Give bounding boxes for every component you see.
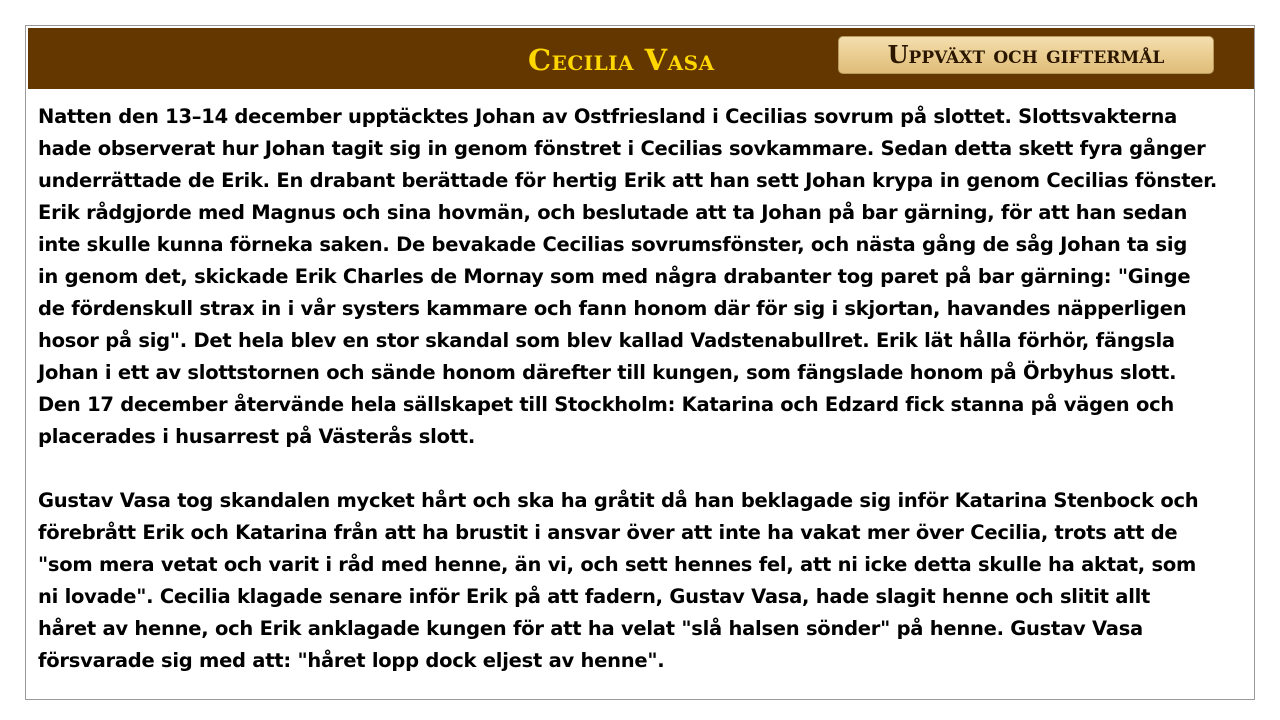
text-line: Johan i ett av slottstornen och sände honom därefter till kungen, som fängslade honom på Örbyhus slott.	[38, 361, 1177, 384]
text-line: Gustav Vasa tog skandalen mycket hårt och ska ha gråtit då han beklagade sig inför Katarina Stenbock och	[38, 489, 1199, 512]
text-line: hosor på sig". Det hela blev en stor skandal som blev kallad Vadstenabullret. Erik lät hålla förhör, fängsla	[38, 329, 1175, 352]
text-line: försvarade sig med att: "håret lopp dock eljest av henne".	[38, 649, 665, 672]
section-tag: Uppväxt och giftermål	[838, 36, 1214, 74]
text-line: in genom det, skickade Erik Charles de Mornay som med några drabanter tog paret på bar gärning: "Ginge	[38, 265, 1191, 288]
text-line: "som mera vetat och varit i råd med henne, än vi, och sett hennes fel, att ni icke detta skulle ha aktat, som	[38, 553, 1197, 576]
paragraph-1	[38, 101, 1250, 453]
text-line: Natten den 13–14 december upptäcktes Johan av Ostfriesland i Cecilias sovrum på slottet. Slottsvakterna	[38, 105, 1178, 128]
paragraph-2	[38, 485, 1250, 677]
text-line: de fördenskull strax in i vår systers kammare och fann honom där för sig i skjortan, havandes näpperligen	[38, 297, 1187, 320]
body-text	[38, 101, 1250, 677]
text-line: placerades i husarrest på Västerås slott.	[38, 425, 476, 448]
text-line: inte skulle kunna förneka saken. De bevakade Cecilias sovrumsfönster, och nästa gång de såg Johan ta sig	[38, 233, 1188, 256]
text-line: underrättade de Erik. En drabant berättade för hertig Erik att han sett Johan krypa in genom Cecilias fönster.	[38, 169, 1218, 192]
text-line: förebrått Erik och Katarina från att ha brustit i ansvar över att inte ha vakat mer över Cecilia, trots att de	[38, 521, 1178, 544]
text-line: Den 17 december återvände hela sällskapet till Stockholm: Katarina och Edzard fick stanna på vägen och	[38, 393, 1175, 416]
text-line: Erik rådgjorde med Magnus och sina hovmän, och beslutade att ta Johan på bar gärning, för att han sedan	[38, 201, 1188, 224]
text-line: hade observerat hur Johan tagit sig in genom fönstret i Cecilias sovkammare. Sedan detta skett fyra gånger	[38, 137, 1206, 160]
slide-title: Cecilia Vasa	[528, 43, 715, 77]
text-line: ni lovade". Cecilia klagade senare inför Erik på att fadern, Gustav Vasa, hade slagit henne och slitit allt	[38, 585, 1151, 608]
text-line: håret av henne, och Erik anklagade kungen för att ha velat "slå halsen sönder" på henne. Gustav Vasa	[38, 617, 1143, 640]
